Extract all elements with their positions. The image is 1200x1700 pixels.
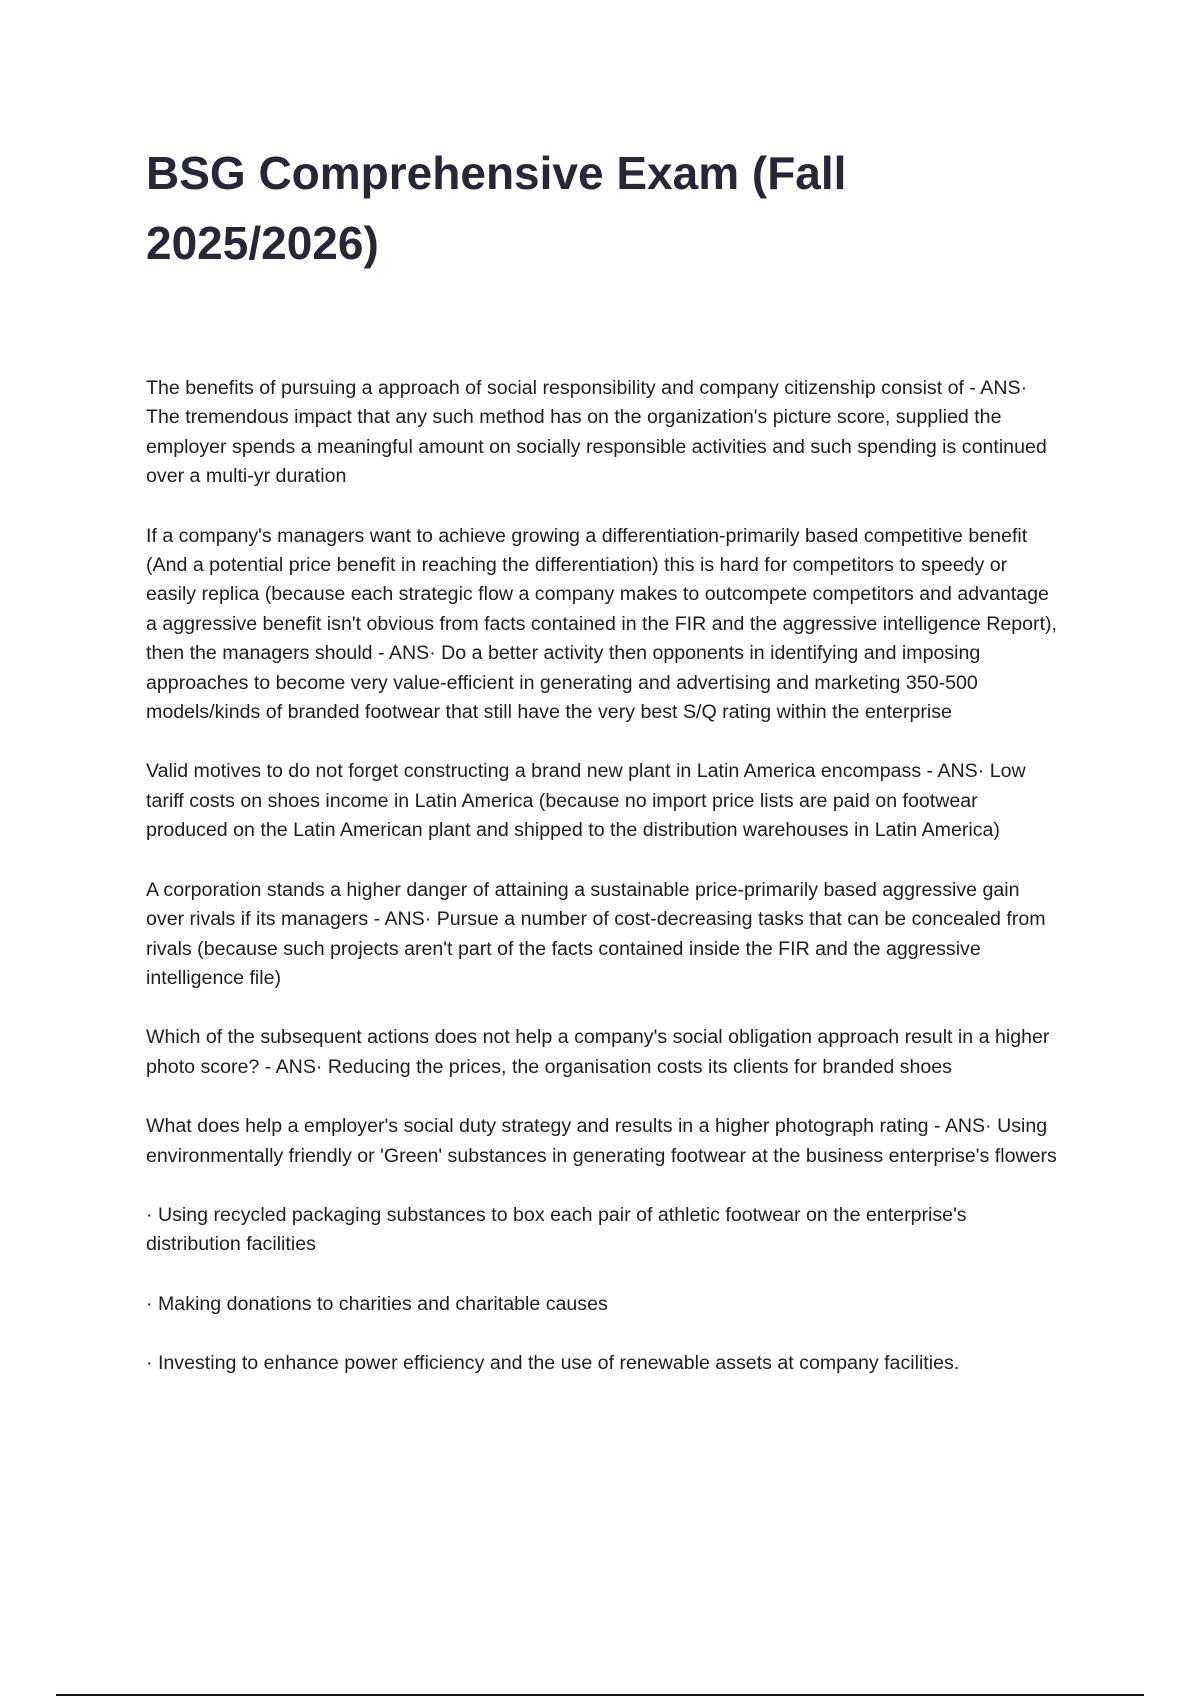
paragraph-latin-america-plant: Valid motives to do not forget constructing a brand new plant in Latin America encompass - ANS· Low tariff costs on shoes income in Latin America (because no import price lists are paid on footwear produced on the Latin American plant and shipped to the distribution warehouses in Latin America) [146,760,1026,842]
paragraph-green-materials: What does help a employer's social duty strategy and results in a higher photograph rating - ANS· Using environmentally friendly or 'Green' substances in generating footwear at the business enterprise's flowers [146,1115,1057,1167]
bullet-energy-efficiency: · Investing to enhance power efficiency and the use of renewable assets at company facilities. [146,1352,960,1375]
paragraph-image-score-question: Which of the subsequent actions does not help a company's social obligation approach result in a higher photo score? - ANS· Reducing the prices, the organisation costs its clients for branded shoes [146,1026,1050,1078]
page-bottom-divider [56,1694,1144,1696]
document-title: BSG Comprehensive Exam (Fall 2025/2026) [146,147,847,269]
document-body [146,374,1061,1409]
paragraph-social-responsibility-benefits: The benefits of pursuing a approach of social responsibility and company citizenship consist of - ANS· The tremendous impact that any such method has on the organization's picture score, supplied the employer spends a meaningful amount on socially responsible activities and such spending is continued over a multi-yr duration [146,377,1047,488]
paragraph-cost-advantage: A corporation stands a higher danger of attaining a sustainable price-primarily based aggressive gain over rivals if its managers - ANS· Pursue a number of cost-decreasing tasks that can be concealed from rivals (because such projects aren't part of the facts contained inside the FIR and the aggressive intelligence file) [146,878,1046,989]
paragraph-differentiation-advantage: If a company's managers want to achieve growing a differentiation-primarily based competitive benefit (And a potential price benefit in reaching the differentiation) this is hard for competitors to speedy or easily replica (because each strategic flow a company makes to outcompete competitors and advantage a aggressive benefit isn't obvious from facts contained in the FIR and the aggressive intelligence Report), then the managers should - ANS· Do a better activity then opponents in identifying and imposing approaches to become very value-efficient in generating and advertising and marketing 350-500 models/kinds of branded footwear that still have the very best S/Q rating within the enterprise [146,524,1057,724]
bullet-recycled-packaging: · Using recycled packaging substances to box each pair of athletic footwear on the enterprise's distribution facilities [146,1203,967,1256]
bullet-charity-donations: · Making donations to charities and charitable causes [146,1292,608,1315]
